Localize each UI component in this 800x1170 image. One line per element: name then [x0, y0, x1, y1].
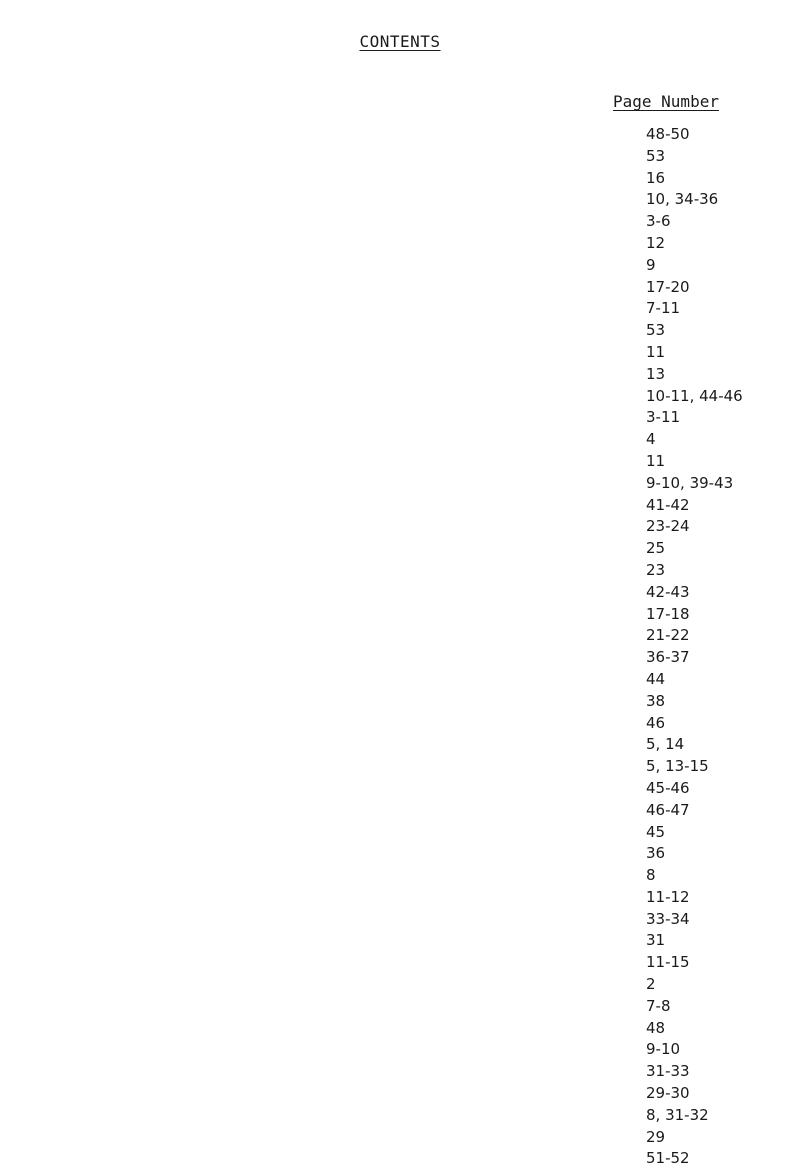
entry-page-number: 17-18 — [646, 604, 690, 623]
contents-entry — [20, 516, 800, 538]
entry-page-number: 8 — [646, 866, 656, 885]
entry-page-number: 3-11 — [646, 408, 681, 427]
contents-entry — [20, 604, 800, 626]
contents-list — [20, 124, 800, 1170]
contents-entry — [20, 364, 800, 386]
contents-entry — [20, 778, 800, 800]
entry-page-number: 23-24 — [646, 517, 690, 536]
entry-page-number: 29-30 — [646, 1084, 690, 1103]
entry-page-number: 41-42 — [646, 495, 690, 514]
entry-page-number: 16 — [646, 168, 666, 187]
entry-page-number: 25 — [646, 539, 666, 558]
entry-page-number: 3-6 — [646, 212, 671, 231]
contents-entry — [20, 495, 800, 517]
entry-page-number: 53 — [646, 321, 666, 340]
contents-entry — [20, 451, 800, 473]
contents-entry — [20, 124, 800, 146]
contents-entry — [20, 800, 800, 822]
entry-page-number: 2 — [646, 975, 656, 994]
contents-entry — [20, 691, 800, 713]
entry-page-number: 13 — [646, 364, 666, 383]
entry-page-number: 51-52 — [646, 1149, 690, 1168]
entry-page-number: 11-12 — [646, 887, 690, 906]
entry-page-number: 11 — [646, 342, 666, 361]
entry-page-number: 10, 34-36 — [646, 190, 719, 209]
contents-entry — [20, 887, 800, 909]
contents-entry — [20, 211, 800, 233]
contents-entry — [20, 168, 800, 190]
contents-entry — [20, 320, 800, 342]
contents-entry — [20, 1148, 800, 1170]
entry-page-number: 7-11 — [646, 299, 681, 318]
contents-entry — [20, 713, 800, 735]
contents-entry — [20, 1039, 800, 1061]
contents-entry — [20, 298, 800, 320]
contents-entry — [20, 756, 800, 778]
contents-entry — [20, 974, 800, 996]
contents-entry — [20, 407, 800, 429]
contents-entry — [20, 1127, 800, 1149]
entry-page-number: 38 — [646, 691, 666, 710]
contents-entry — [20, 386, 800, 408]
entry-page-number: 31 — [646, 931, 666, 950]
entry-page-number: 5, 14 — [646, 735, 685, 754]
entry-page-number: 29 — [646, 1127, 666, 1146]
contents-entry — [20, 865, 800, 887]
entry-page-number: 46 — [646, 713, 666, 732]
entry-page-number: 4 — [646, 430, 656, 449]
contents-entry — [20, 1083, 800, 1105]
entry-page-number: 5, 13-15 — [646, 757, 709, 776]
contents-entry — [20, 189, 800, 211]
contents-entry — [20, 822, 800, 844]
entry-page-number: 23 — [646, 560, 666, 579]
contents-entry — [20, 1061, 800, 1083]
entry-page-number: 12 — [646, 233, 666, 252]
contents-entry — [20, 277, 800, 299]
entry-page-number: 48 — [646, 1018, 666, 1037]
contents-entry — [20, 582, 800, 604]
entry-page-number: 36 — [646, 844, 666, 863]
entry-page-number: 11-15 — [646, 953, 690, 972]
page-number-header: Page Number — [613, 92, 719, 111]
entry-page-number: 21-22 — [646, 626, 690, 645]
entry-page-number: 31-33 — [646, 1062, 690, 1081]
entry-page-number: 17-20 — [646, 277, 690, 296]
entry-page-number: 42-43 — [646, 582, 690, 601]
entry-page-number: 45-46 — [646, 778, 690, 797]
entry-page-number: 9 — [646, 255, 656, 274]
contents-entry — [20, 146, 800, 168]
entry-page-number: 33-34 — [646, 909, 690, 928]
contents-entry — [20, 233, 800, 255]
entry-page-number: 10-11, 44-46 — [646, 386, 743, 405]
contents-entry — [20, 734, 800, 756]
contents-entry — [20, 996, 800, 1018]
contents-entry — [20, 255, 800, 277]
contents-entry — [20, 952, 800, 974]
entry-page-number: 48-50 — [646, 125, 690, 143]
entry-page-number: 46-47 — [646, 800, 690, 819]
entry-page-number: 9-10 — [646, 1040, 681, 1059]
entry-page-number: 8, 31-32 — [646, 1105, 709, 1124]
contents-entry — [20, 429, 800, 451]
page-title — [0, 32, 800, 51]
contents-entry — [20, 1105, 800, 1127]
contents-entry — [20, 669, 800, 691]
entry-page-number: 7-8 — [646, 996, 671, 1015]
title-text: CONTENTS — [359, 32, 441, 51]
contents-entry — [20, 560, 800, 582]
contents-entry — [20, 647, 800, 669]
entry-page-number: 9-10, 39-43 — [646, 473, 734, 492]
contents-entry — [20, 843, 800, 865]
entry-page-number: 11 — [646, 451, 666, 470]
entry-page-number: 45 — [646, 822, 666, 841]
contents-entry — [20, 1018, 800, 1040]
contents-entry — [20, 538, 800, 560]
contents-entry — [20, 625, 800, 647]
contents-entry — [20, 342, 800, 364]
contents-entry — [20, 909, 800, 931]
contents-entry — [20, 930, 800, 952]
entry-page-number: 36-37 — [646, 648, 690, 667]
entry-page-number: 44 — [646, 669, 666, 688]
entry-page-number: 53 — [646, 146, 666, 165]
contents-entry — [20, 473, 800, 495]
